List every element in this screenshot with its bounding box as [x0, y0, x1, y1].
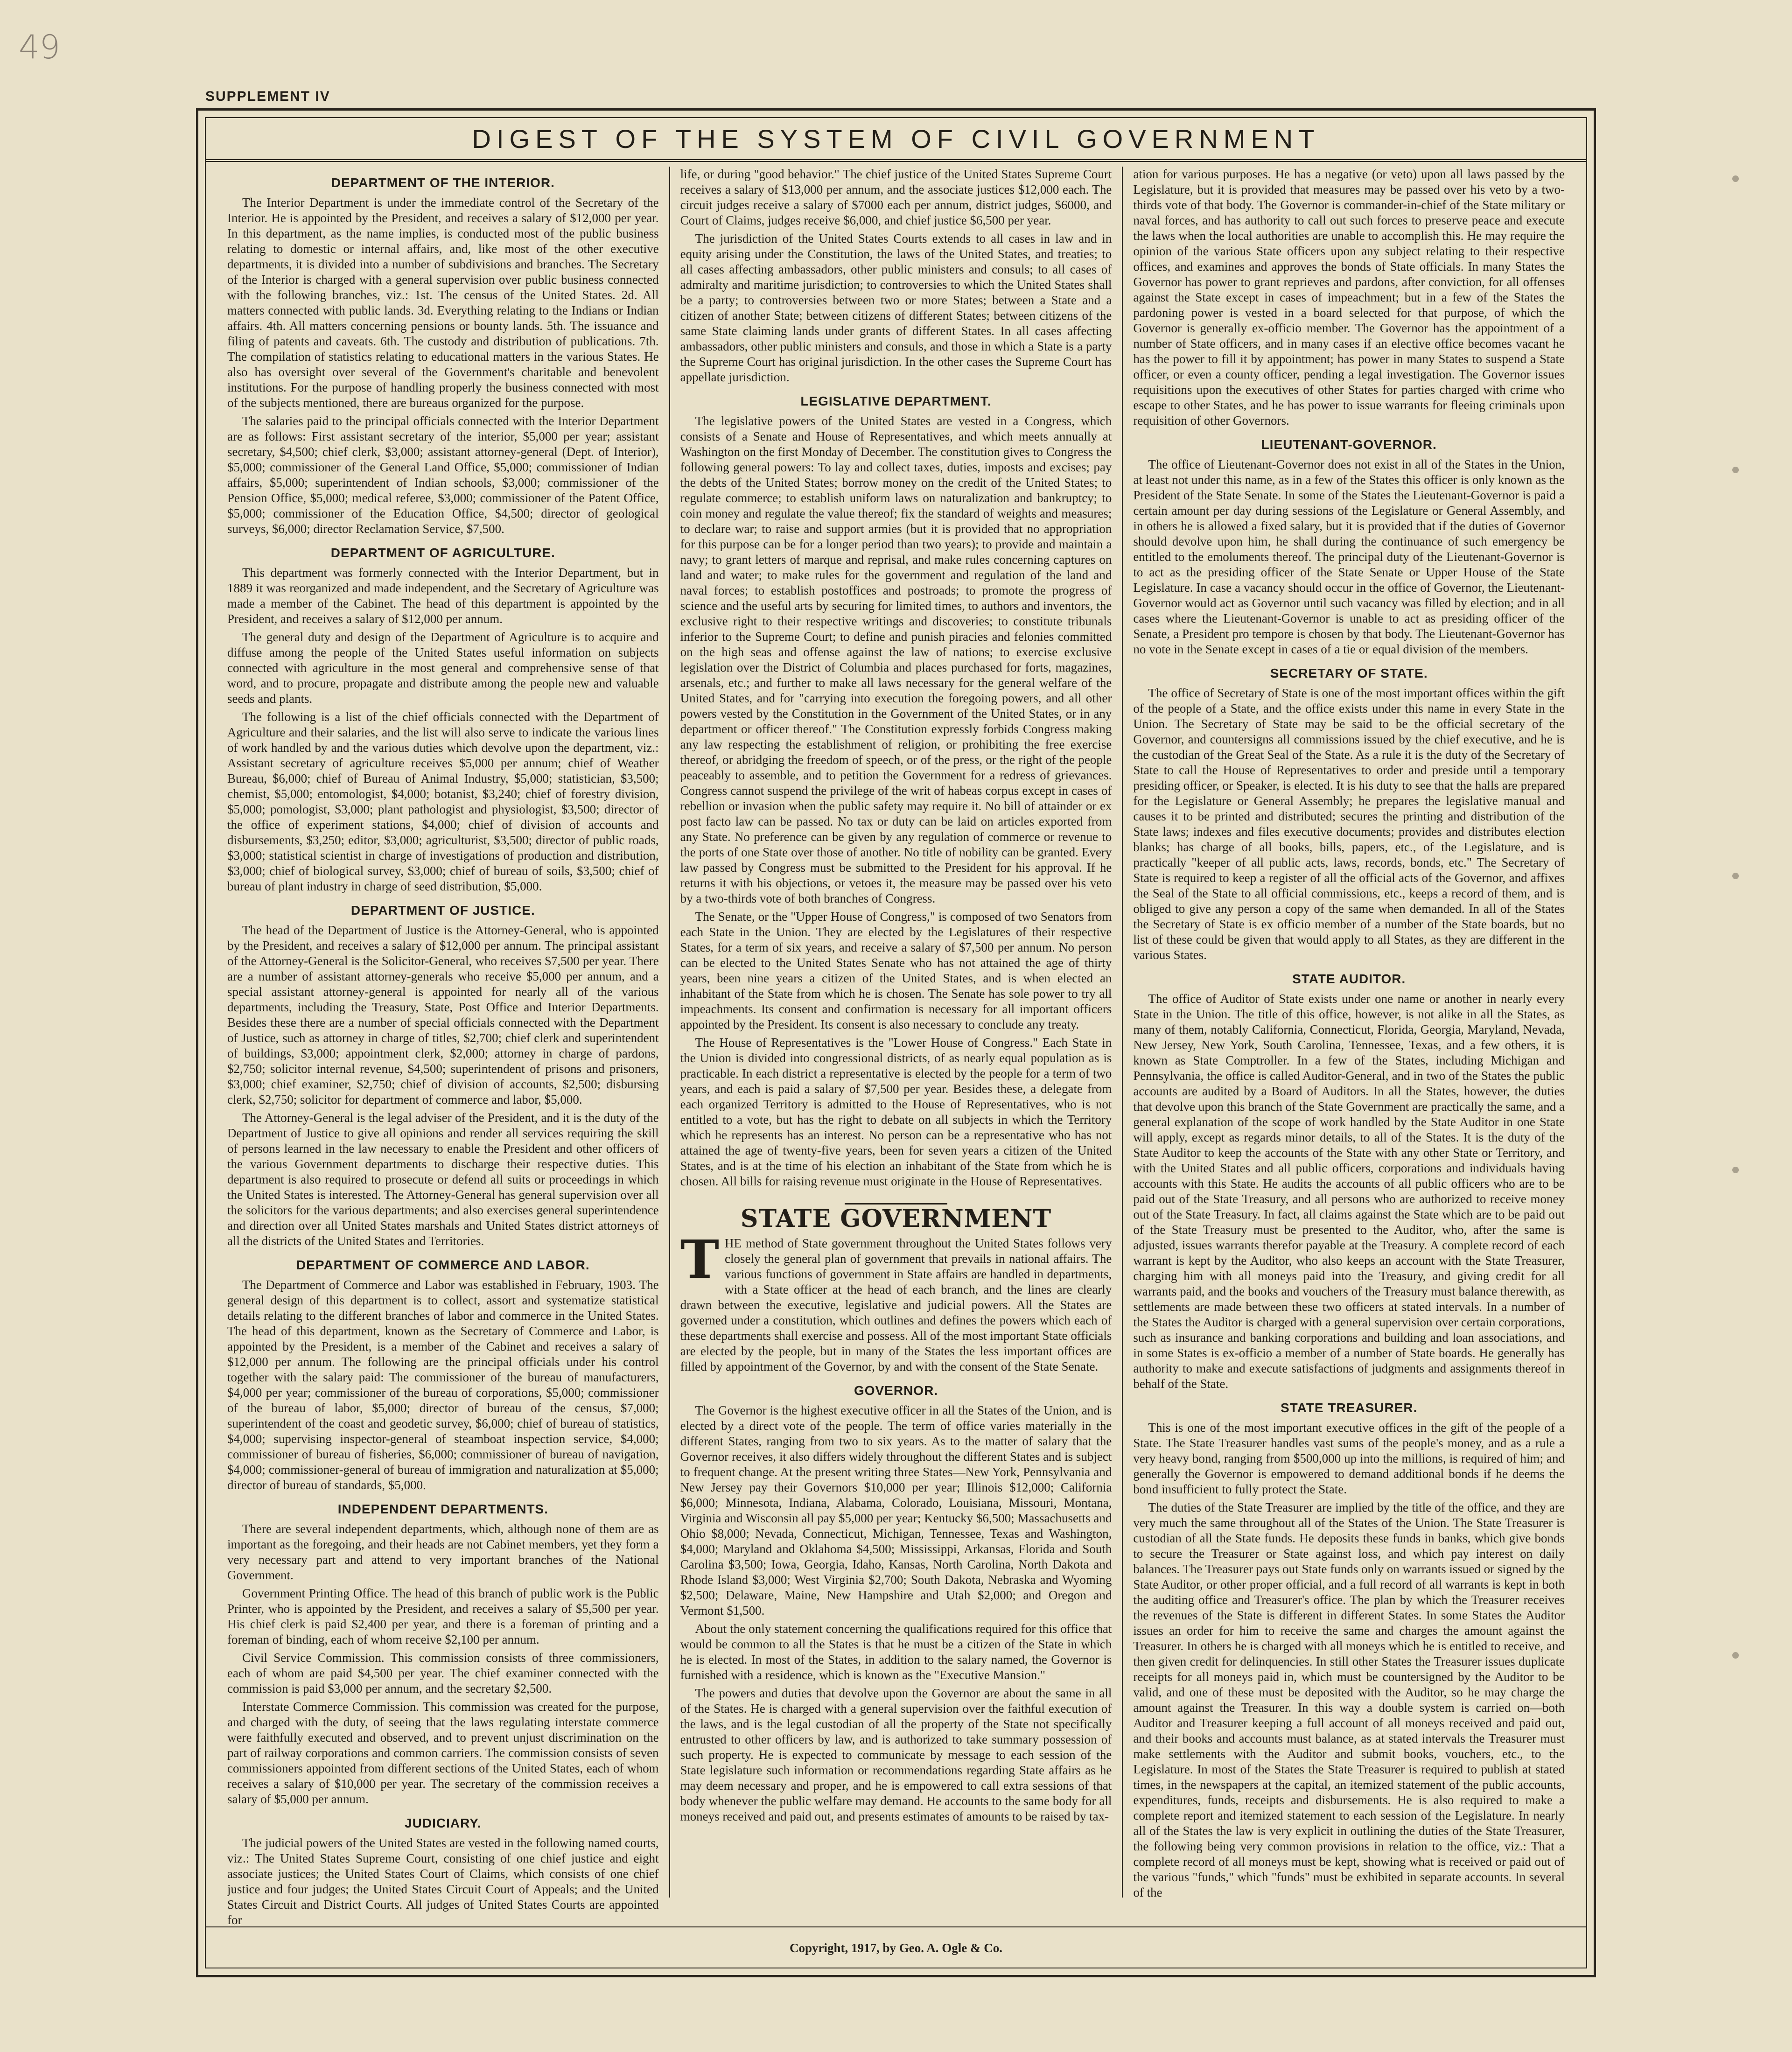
section-legislative: [680, 393, 1112, 1189]
section-heading: LIEUTENANT-GOVERNOR.: [1261, 437, 1437, 452]
paragraph: life, or during "good behavior." The chief justice of the United States Supreme Court receives a salary of $13,000 per annum, and the associate justices $12,000 each. The circuit judges receive a salary of $7000 each per annum, district judges, $6000, and Court of Claims, judges receive $6,000, and chief justice $6,500 per year.: [680, 167, 1112, 227]
paragraph: The Interior Department is under the immediate control of the Secretary of the Interior. He is appointed by the President, and receives a salary of $12,000 per year. In this department, as the name implies, is conducted most of the public business relating to domestic or internal affairs, and, like most of the other executive departments, it is divided into a number of subdivisions and branches. The Secretary of the Interior is charged with a general supervision over public business connected with the following branches, viz.: 1st. The census of the United States. 2d. All matters connected with public lands. 3d. Everything relating to the Indians or Indian affairs. 4th. All matters concerning pensions or bounty lands. 5th. The issuance and filing of patents and caveats. 6th. The custody and distribution of publications. 7th. The compilation of statistics relating to educational matters in the various States. He also has oversight over several of the Government's charitable and benevolent institutions. For the purpose of handling properly the business connected with most of the subjects mentioned, there are bureaus organized for the purpose.: [227, 196, 659, 410]
paragraph: The office of Auditor of State exists under one name or another in nearly every State in the Union. The title of this office, however, is not alike in all the States, as many of them, notably California, Connecticut, Florida, Georgia, Maryland, Nevada, New Jersey, New York, South Carolina, Tennessee, Texas, and a few others, it is known as State Comptroller. In a few of the States, including Michigan and Pennsylvania, the office is called Auditor-General, and in two of the States the public accounts are audited by a Board of Auditors. In all the States, however, the duties that devolve upon this branch of the State Government are practically the same, and a general explanation of the scope of work handled by the State Auditor in one State will apply, except as regards minor details, to all of the States. It is the duty of the State Auditor to keep the accounts of the State with any other State or Territory, and with the United States and all public officers, corporations and individuals having accounts with this State. He audits the accounts of all public officers who are to be paid out of the State Treasury, and all persons who are authorized to receive money out of the State Treasury. In fact, all claims against the State which are to be paid out of the State Treasury must be presented to the Auditor, who, after the same is adjusted, issues warrants therefor payable at the Treasury. A complete record of each warrant is kept by the Auditor, who also keeps an account with the State Treasurer, charging him with all moneys paid into the Treasury, and giving credit for all warrants paid, and the books and vouchers of the Treasury must balance therewith, as settlements are made between these two officers at stated intervals. In a number of the States the Auditor is charged with a general supervision over certain corporations, such as insurance and banking corporations and building and loan associations, and in some States is ex-officio a member of a number of State boards. He generally has authority to make and execute satisfactions of judgments and assignments thereof in behalf of the State.: [1133, 992, 1565, 1391]
binding-hole: [1732, 467, 1739, 473]
section-heading: INDEPENDENT DEPARTMENTS.: [337, 1502, 548, 1516]
page-title: DIGEST OF THE SYSTEM OF CIVIL GOVERNMENT: [472, 124, 1320, 154]
paragraph: About the only statement concerning the qualifications required for this office that would be common to all the States is that he must be a citizen of the State in which he is elected. In most of the States, in addition to the salary named, the Governor is furnished with a residence, which is known as the "Executive Mansion.": [680, 1622, 1112, 1682]
binding-hole: [1732, 1167, 1739, 1173]
section-heading: STATE TREASURER.: [1280, 1401, 1418, 1415]
paragraph: The Department of Commerce and Labor was established in February, 1903. The general design of this department is to collect, assort and systematize statistical details relating to the different branches of labor and commerce in the United States. The head of this department, known as the Secretary of Commerce and Labor, is appointed by the President, is a member of the Cabinet and receives a salary of $12,000 per annum. The following are the principal officials under his control together with the salary paid: The commissioner of the bureau of manufacturers, $4,000 per year; commissioner of the bureau of corporations, $5,000; commissioner of the bureau of labor, $5,000; director of bureau of the census, $7,000; superintendent of the coast and geodetic survey, $6,000; chief of bureau of statistics, $4,000; supervising inspector-general of steamboat inspection service, $4,000; commissioner of bureau of fisheries, $6,000; commissioner of bureau of navigation, $4,000; commissioner-general of bureau of immigration and naturalization at $5,000; director of bureau of standards, $5,000.: [227, 1278, 659, 1492]
inner-frame: [205, 117, 1587, 1968]
section-heading: DEPARTMENT OF JUSTICE.: [350, 903, 535, 917]
binding-hole: [1732, 1652, 1739, 1659]
paragraph: The House of Representatives is the "Lower House of Congress." Each State in the Union is divided into congressional districts, of as nearly equal population as is practicable. In each district a representative is elected by the people for a term of two years, and each is paid a salary of $7,500 per year. Besides these, a delegate from each organized Territory is admitted to the House of Representatives, who is not entitled to a vote, but has the right to debate on all subjects in which the Territory which he represents has an interest. No person can be a representative who has not attained the age of twenty-five years, been for seven years a citizen of the United States, and is at the time of his election an inhabitant of the State from which he is chosen. All bills for raising revenue must originate in the House of Representatives.: [680, 1036, 1112, 1188]
title-banner: [206, 118, 1586, 162]
handwritten-page-number: 49: [19, 28, 61, 66]
column-1: [217, 167, 669, 1927]
paragraph: HE method of State government throughout the United States follows very closely the general plan of government that prevails in national affairs. The various functions of government in State affairs are handled in departments, with a State officer at the head of each branch, and the lines are clearly drawn between the executive, legislative and judicial powers. All the States are governed under a constitution, which outlines and defines the powers which each of these departments shall exercise and possess. All of the most important State officials are elected by the people, but in many of the States the less important offices are filled by appointment of the Governor, by and with the consent of the State Senate.: [680, 1236, 1112, 1373]
section-agriculture: [227, 545, 659, 894]
column-3: [1122, 167, 1575, 1898]
columns: [217, 167, 1575, 1927]
paragraph: ation for various purposes. He has a negative (or veto) upon all laws passed by the Legislature, but it is provided that measures may be passed over his veto by a two-thirds vote of that body. The Governor is commander-in-chief of the State military or naval forces, and has authority to call out such forces to preserve peace and execute the laws when the local authorities are unable to accomplish this. He may require the opinion of the various State officers upon any subject relating to their respective offices, and examines and approves the bonds of State officials. In many States the Governor has power to grant reprieves and pardons, after conviction, for all offenses against the State except in cases of impeachment; but in a few of the States the pardoning power is vested in a board selected for that purpose, of which the Governor is generally ex-officio member. The Governor has the appointment of a number of State officers, and in many cases if an elective office becomes vacant he has the power to fill it by appointment; has power in many States to suspend a State officer, or even a county officer, pending a legal investigation. The Governor issues requisitions upon the executives of other States for parties charged with crime who escape to other States, and he has power to issue warrants for fleeing criminals upon requisition of other Governors.: [1133, 167, 1565, 427]
supplement-label: SUPPLEMENT IV: [205, 89, 330, 104]
footer-divider: [206, 1926, 1586, 1927]
paragraph: This department was formerly connected with the Interior Department, but in 1889 it was reorganized and made independent, and the Secretary of Agriculture was made a member of the Cabinet. The head of this department is appointed by the President, and receives a salary of $12,000 per annum.: [227, 566, 659, 626]
paragraph: The general duty and design of the Department of Agriculture is to acquire and diffuse among the people of the United States useful information on subjects connected with agriculture in the most general and comprehensive sense of that word, and to procure, propagate and distribute among the people new and valuable seeds and plants.: [227, 630, 659, 706]
paragraph: The Governor is the highest executive officer in all the States of the Union, and is elected by a direct vote of the people. The term of office varies materially in the different States, ranging from two to six years. As to the matter of salary that the Governor receives, it also differs widely throughout the different States and is subject to frequent change. At the present writing three States—New York, Pennsylvania and New Jersey pay their Governors $10,000 per year; Illinois $12,000; California $6,000; Minnesota, Indiana, Alabama, Colorado, Louisiana, Missouri, Montana, Virginia and Wisconsin all pay $5,000 per year; Kentucky $6,500; Massachusetts and Ohio $8,000; Nevada, Connecticut, Michigan, Tennessee, Texas and Washington, $4,000; Maryland and Oklahoma $4,500; Mississippi, Arkansas, Florida and South Carolina $3,500; Iowa, Georgia, Idaho, Kansas, North Carolina, North Dakota and Rhode Island $3,000; West Virginia $2,700; South Dakota, Nebraska and Wyoming $2,500; Delaware, Maine, New Hampshire and Utah $2,000; and Oregon and Vermont $1,500.: [680, 1403, 1112, 1618]
section-state-treasurer: [1133, 1400, 1565, 1900]
section-heading: JUDICIARY.: [405, 1816, 482, 1830]
paragraph: The legislative powers of the United States are vested in a Congress, which consists of a Senate and House of Representatives, and which meets annually at Washington on the first Monday of December. The constitution gives to Congress the following general powers: To lay and collect taxes, duties, imposts and excises; pay the debts of the United States; borrow money on the credit of the United States; to regulate commerce; to establish uniform laws on naturalization and bankruptcy; to coin money and regulate the value thereof; fix the standard of weights and measures; to declare war; to raise and support armies (but it is provided that no appropriation for this purpose can be for a longer period than two years); to provide and maintain a navy; to grant letters of marque and reprisal, and make rules concerning captures on land and water; to make rules for the government and regulation of the land and naval forces; to establish postoffices and postroads; to promote the progress of science and the useful arts by securing for limited times, to authors and inventors, the exclusive right to their respective writings and discoveries; to constitute tribunals inferior to the Supreme Court; to define and punish piracies and felonies committed on the high seas and offense against the law of nations; to exercise exclusive legislation over the District of Columbia and places purchased for forts, magazines, arsenals, etc.; and further to make all laws necessary for the general welfare of the United States, and for "carrying into execution the foregoing powers, and all other powers vested by the Constitution in the Government of the United States, or in any department or officer thereof." The Constitution expressly forbids Congress making any law respecting the establishment of religion, or prohibiting the free exercise thereof, or abridging the freedom of speech, or of the press, or the right of the people peaceably to assemble, and to petition the Government for a redress of grievances. Congress cannot suspend the privilege of the writ of habeas corpus except in cases of rebellion or invasion when the public safety may require it. No bill of attainder or ex post facto law can be passed. No tax or duty can be laid on articles exported from any State. No preference can be given by any regulation of commerce or revenue to the ports of one State over those of another. No title of nobility can be granted. Every law passed by Congress must be submitted to the President for his approval. If he returns it with his objections, or vetoes it, the measure may be passed over his veto by a two-thirds vote of both branches of Congress.: [680, 414, 1112, 905]
paragraph: The Attorney-General is the legal adviser of the President, and it is the duty of the Department of Justice to give all opinions and render all services requiring the skill of persons learned in the law necessary to enable the President and other officers of the various Government departments to discharge their respective duties. This department is also required to prosecute or defend all suits or proceedings in which the United States is interested. The Attorney-General has general supervision over all the solicitors for the various departments; and also exercises general superintendence and direction over all United States marshals and United States district attorneys of all the districts of the United States and Territories.: [227, 1111, 659, 1248]
paragraph: The office of Secretary of State is one of the most important offices within the gift of the people of a State, and the office exists under this name in every State in the Union. The Secretary of State may be said to be the official secretary of the Governor, and countersigns all commissions issued by the chief executive, and he is the custodian of the Great Seal of the State. As a rule it is the duty of the Secretary of State to call the House of Representatives to order and preside until a temporary presiding officer, or Speaker, is elected. It is his duty to see that the halls are prepared for the Legislature or General Assembly; he prepares the legislative manual and causes it to be printed and distributed; secures the printing and distribution of the State laws; indexes and files executive documents; provides and distributes election blanks; has charge of all books, bills, papers, etc., of the Legislature, and is practically "keeper of all public acts, laws, records, bonds, etc." The Secretary of State is required to keep a register of all the official acts of the Governor, and affixes the Seal of the State to all official commissions, etc., keeps a record of them, and is obliged to give any person a copy of the same when demanded. In all of the States the Secretary of State is ex officio member of a number of the State boards, but no list of these could be given that would apply to all States, as they are different in the various States.: [1133, 686, 1565, 962]
section-commerce-labor: [227, 1257, 659, 1493]
section-heading: GOVERNOR.: [854, 1383, 938, 1398]
section-lieutenant-governor: [1133, 437, 1565, 657]
section-heading: DEPARTMENT OF THE INTERIOR.: [331, 175, 555, 190]
section-heading: DEPARTMENT OF AGRICULTURE.: [330, 546, 555, 560]
binding-hole: [1732, 175, 1739, 182]
paragraph: The powers and duties that devolve upon the Governor are about the same in all of the States. He is charged with a general supervision over the faithful execution of the laws, and is the legal custodian of all the property of the State not specifically entrusted to other officers by law, and is authorized to take summary possession of such property. He is expected to communicate by message to each session of the State legislature such information or recommendations regarding State affairs as he may deem necessary and proper, and he is empowered to call extra sessions of that body whenever the public welfare may demand. He accounts to the same body for all moneys received and paid out, and presents estimates of amounts to be raised by tax-: [680, 1686, 1112, 1823]
paragraph: The duties of the State Treasurer are implied by the title of the office, and they are very much the same throughout all of the States of the Union. The State Treasurer is custodian of all the State funds. He deposits these funds in banks, which give bonds to secure the Treasurer or State against loss, and which pay interest on daily balances. The Treasurer pays out State funds only on warrants issued or signed by the State Auditor, or other proper official, and a full record of all warrants is kept in both the auditing office and Treasurer's office. The plan by which the Treasurer receives the revenues of the State is different in different States. In some States the Auditor issues an order for him to receive the same and charges the amount against the Treasurer. In others he is charged with all moneys which he is entitled to receive, and then given credit for delinquencies. In still other States the Treasurer issues duplicate receipts for all moneys paid in, which must be countersigned by the Auditor to be valid, and one of these must be deposited with the Auditor, so he may charge the amount against the Treasurer. In this way a double system is carried on—both Auditor and Treasurer keeping a full account of all moneys received and paid out, and their books and accounts must balance, as at stated intervals the Treasurer must make settlements with the Auditor and submit books, vouchers, etc., to the Legislature. In most of the States the State Treasurer is required to publish at stated times, in the newspapers at the capital, an itemized statement of the public accounts, expenditures, funds, receipts and disbursements. He is also required to make a complete report and itemized statement to each session of the Legislature. In nearly all of the States the law is very explicit in outlining the duties of the State Treasurer, the following being very common provisions in relation to the office, viz.: That a complete record of all moneys must be kept, showing what is received or paid out of the various "funds," which "funds" must be exhibited in separate accounts. In several of the: [1133, 1500, 1565, 1899]
paragraph: The jurisdiction of the United States Courts extends to all cases in law and in equity arising under the Constitution, the laws of the United States, and treaties; to all cases affecting ambassadors, other public ministers and consuls; to all cases of admiralty and maritime jurisdiction; to controversies to which the United States shall be a party; to controversies between two or more States; between a State and a citizen of another State; between citizens of different States; between citizens of the same State claiming lands under grants of different States. In all cases affecting ambassadors, other public ministers and consuls, and those in which a State is a party the Supreme Court has original jurisdiction. In the other cases the Supreme Court has appellate jurisdiction.: [680, 231, 1112, 384]
section-interior: [227, 175, 659, 537]
paragraph: There are several independent departments, which, although none of them are as important as the foregoing, and their heads are not Cabinet members, yet they form a very necessary part and attend to very important branches of the National Government.: [227, 1522, 659, 1582]
section-heading: SECRETARY OF STATE.: [1270, 666, 1428, 680]
section-secretary-of-state: [1133, 665, 1565, 963]
paragraph: Civil Service Commission. This commission consists of three commissioners, each of whom are paid $4,500 per year. The chief examiner connected with the commission is paid $3,000 per annum, and the secretary $2,500.: [227, 1651, 659, 1695]
paragraph: This is one of the most important executive offices in the gift of the people of a State. The State Treasurer handles vast sums of the people's money, and as a rule a very heavy bond, ranging from $500,000 up into the millions, is required of him; and generally the Governor is empowered to demand additional bonds if he deems the bond insufficient to fully protect the State.: [1133, 1421, 1565, 1496]
section-governor: [680, 1383, 1112, 1824]
paragraph: The judicial powers of the United States are vested in the following named courts, viz.: The United States Supreme Court, consisting of one chief justice and eight associate justices; the United States Court of Claims, which consists of one chief justice and four judges; the United States Circuit Court of Appeals; and the United States Circuit and District Courts. All judges of United States Courts are appointed for: [227, 1836, 659, 1927]
section-judiciary-continued: [680, 167, 1112, 385]
paragraph: Interstate Commerce Commission. This commission was created for the purpose, and charged with the duty, of seeing that the laws regulating interstate commerce were faithfully executed and observed, and to prevent unjust discrimination on the part of railway corporations and common carriers. The commission consists of seven commissioners appointed from different sections of the United States, each of whom receives a salary of $10,000 per year. The secretary of the commission receives a salary of $5,000 per annum.: [227, 1700, 659, 1806]
section-governor-continued: [1133, 167, 1565, 428]
copyright-line: Copyright, 1917, by Geo. A. Ogle & Co.: [790, 1941, 1002, 1955]
page-frame: [196, 108, 1596, 1977]
column-2: [669, 167, 1122, 1898]
paragraph: The head of the Department of Justice is the Attorney-General, who is appointed by the President, and receives a salary of $12,000 per annum. The principal assistant of the Attorney-General is the Solicitor-General, who receives $7,500 per year. There are a number of assistant attorney-generals who receive $5,000 per annum, and a special assistant attorney-general is appointed for nearly all of the various departments, including the Treasury, State, Post Office and Interior Departments. Besides these there are a number of special officials connected with the Department of Justice, such as attorney in charge of titles, $2,700; chief clerk and superintendent of buildings, $3,000; appointment clerk, $2,000; attorney in charge of pardons, $2,750; solicitor internal revenue, $4,500; superintendent of prisons and prisoners, $3,000; chief examiner, $2,750; chief of division of accounts, $2,500; disbursing clerk, $2,750; solicitor for department of commerce and labor, $5,000.: [227, 923, 659, 1107]
paragraph: The office of Lieutenant-Governor does not exist in all of the States in the Union, at least not under this name, as in a few of the States this officer is only known as the President of the State Senate. In some of the States the Lieutenant-Governor is paid a certain amount per day during sessions of the Legislature or General Assembly, and in others he is allowed a fixed salary, but it is provided that if the duties of Governor should devolve upon him, he shall during the continuance of such emergency be entitled to the emoluments thereof. The principal duty of the Lieutenant-Governor is to act as the presiding officer of the State Senate or Upper House of the State Legislature. In case a vacancy should occur in the office of Governor, the Lieutenant-Governor would act as Governor until such vacancy was filled by election; and in all cases where the Lieutenant-Governor is unable to act as presiding officer of the Senate, a President pro tempore is chosen by that body. The Lieutenant-Governor has no vote in the Senate except in cases of a tie or equal division of the members.: [1133, 457, 1565, 656]
section-state-auditor: [1133, 971, 1565, 1392]
paragraph: The Senate, or the "Upper House of Congress," is composed of two Senators from each State in the Union. They are elected by the Legislatures of their respective States, for a term of six years, and receive a salary of $7,500 per annum. No person can be elected to the United States Senate who has not attained the age of thirty years, been nine years a citizen of the United States, and is when elected an inhabitant of the State from which he is chosen. The Senate has sole power to try all impeachments. Its consent and confirmation is necessary for all important officers appointed by the President. Its consent is also necessary to conclude any treaty.: [680, 910, 1112, 1031]
section-justice: [227, 903, 659, 1249]
drop-cap: T: [680, 1229, 720, 1290]
section-state-government: [680, 1203, 1112, 1374]
section-heading: DEPARTMENT OF COMMERCE AND LABOR.: [296, 1258, 590, 1272]
section-heading: STATE AUDITOR.: [1292, 972, 1406, 986]
binding-hole: [1732, 873, 1739, 879]
paragraph: The salaries paid to the principal officials connected with the Interior Department are as follows: First assistant secretary of the interior, $5,000 per year; assistant secretary, $4,500; chief clerk, $3,000; assistant attorney-general (Dept. of Interior), $5,000; commissioner of the General Land Office, $5,000; commissioner of Indian affairs, $5,000; superintendent of Indian schools, $3,000; commissioner of the Pension Office, $5,000; medical referee, $3,000; commissioner of the Patent Office, $5,000; commissioner of the Education Office, $4,500; director of geological surveys, $6,000; director Reclamation Service, $7,500.: [227, 414, 659, 536]
paragraph: The following is a list of the chief officials connected with the Department of Agriculture and their salaries, and the list will also serve to indicate the various lines of work handled by and the various duties which devolve upon the department, viz.: Assistant secretary of agriculture receives $5,000 per annum; chief of Weather Bureau, $6,000; chief of Bureau of Animal Industry, $5,000; statistician, $3,500; chemist, $5,000; entomologist, $4,000; botanist, $3,240; chief of forestry division, $5,000; pomologist, $3,000; plant pathologist and physiologist, $3,500; director of the office of experiment stations, $4,000; chief of division of accounts and disbursements, $3,250; editor, $3,000; agriculturist, $3,500; director of public roads, $3,000; statistical scientist in charge of investigations of production and distribution, $3,000; chief of biological survey, $3,000; chief of bureau of soils, $3,500; chief of bureau of plant industry in charge of seed distribution, $5,000.: [227, 710, 659, 893]
paragraph: Government Printing Office. The head of this branch of public work is the Public Printer, who is appointed by the President, and receives a salary of $5,500 per year. His chief clerk is paid $2,400 per year, and there is a foreman of printing and a foreman of binding, each of whom receive $2,100 per annum.: [227, 1586, 659, 1646]
section-independent: [227, 1501, 659, 1807]
state-government-title: STATE GOVERNMENT: [740, 1205, 1052, 1233]
section-heading: LEGISLATIVE DEPARTMENT.: [800, 394, 992, 408]
section-judiciary: [227, 1815, 659, 1928]
dropcap-paragraph: [680, 1229, 1112, 1374]
